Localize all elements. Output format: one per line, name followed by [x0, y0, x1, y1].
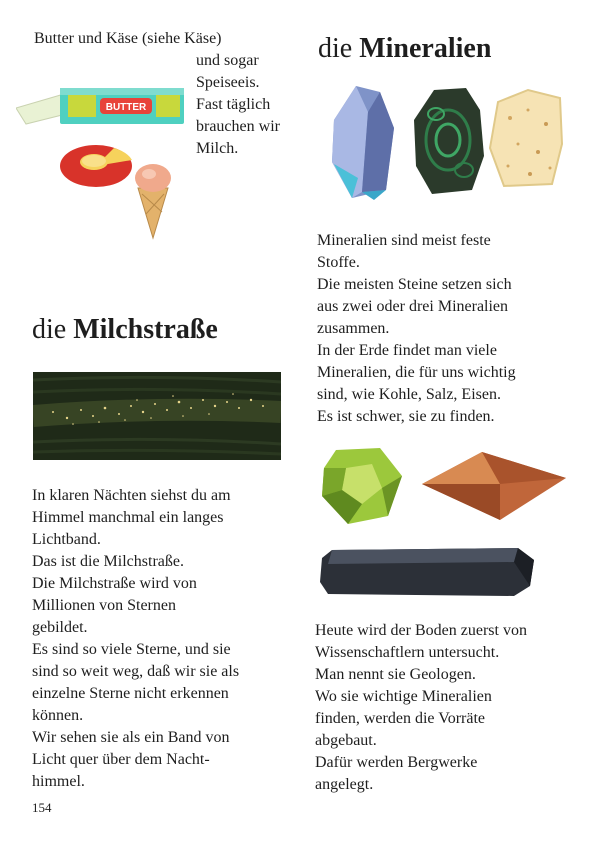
text-line: Heute wird der Boden zuerst von — [315, 622, 527, 639]
butter-text-line: Fast täglich — [196, 96, 271, 113]
text-line: finden, werden die Vorräte — [315, 710, 486, 727]
text-line: Dafür werden Bergwerke — [315, 754, 478, 771]
milchstrasse-heading-word: Milchstraße — [73, 314, 218, 345]
butter-text-line: Milch. — [196, 140, 239, 157]
green-crystal-illustration — [318, 446, 406, 526]
text-line: Mineralien, die für uns wichtig — [317, 364, 516, 381]
text-line: aus zwei oder drei Mineralien — [317, 298, 509, 315]
milchstrasse-heading — [32, 313, 218, 347]
text-line: Es sind so viele Sterne, und sie — [32, 641, 231, 658]
butter-text-line: und sogar — [196, 52, 259, 69]
text-line: Himmel manchmal ein langes — [32, 509, 224, 526]
text-line: In der Erde findet man viele — [317, 342, 497, 359]
text-line: Licht quer über dem Nacht- — [32, 751, 210, 768]
text-line: Die meisten Steine setzen sich — [317, 276, 512, 293]
page-number: 154 — [32, 800, 52, 815]
text-line: sind so weit weg, daß wir sie als — [32, 663, 240, 680]
milky-way-illustration — [33, 372, 281, 460]
mineralien-heading-article: die — [318, 33, 353, 64]
dark-prism-illustration — [318, 546, 538, 598]
text-line: Wo sie wichtige Mineralien — [315, 688, 492, 705]
ice-cream-illustration — [132, 160, 174, 240]
butter-label: BUTTER — [105, 102, 147, 113]
mineralien-heading-word: Mineralien — [359, 33, 492, 64]
text-line: Das ist die Milchstraße. — [32, 553, 184, 570]
text-line: einzelne Sterne nicht erkennen — [32, 685, 229, 702]
mineralien-paragraph-1 — [317, 230, 516, 428]
butter-package-illustration — [16, 78, 188, 136]
orange-crystal-illustration — [420, 448, 568, 522]
milchstrasse-paragraph — [32, 485, 239, 793]
malachite-illustration — [412, 86, 486, 196]
text-line: angelegt. — [315, 776, 374, 793]
text-line: Mineralien sind meist feste — [317, 232, 491, 249]
text-line: zusammen. — [317, 320, 390, 337]
text-line: sind, wie Kohle, Salz, Eisen. — [317, 386, 501, 403]
text-line: abgebaut. — [315, 732, 377, 749]
text-line: Millionen von Sternen — [32, 597, 176, 614]
mineralien-heading — [318, 32, 491, 66]
text-line: Es ist schwer, sie zu finden. — [317, 408, 495, 425]
cheese-illustration — [58, 138, 136, 190]
text-line: können. — [32, 707, 84, 724]
text-line: Man nennt sie Geologen. — [315, 666, 476, 683]
butter-text-line: brauchen wir — [196, 118, 280, 135]
quartz-crystal-illustration — [328, 82, 408, 200]
milchstrasse-heading-article: die — [32, 314, 67, 345]
text-line: In klaren Nächten siehst du am — [32, 487, 231, 504]
text-line: gebildet. — [32, 619, 88, 636]
butter-text-block — [196, 50, 280, 160]
text-line: Stoffe. — [317, 254, 360, 271]
butter-text-line: Speiseeis. — [196, 74, 260, 91]
butter-text-line1: Butter und Käse (siehe Käse) — [34, 30, 222, 47]
text-line: Wissenschaftlern untersucht. — [315, 644, 500, 661]
text-line: Lichtband. — [32, 531, 101, 548]
mineralien-paragraph-2 — [315, 620, 527, 796]
text-line: himmel. — [32, 773, 85, 790]
text-line: Die Milchstraße wird von — [32, 575, 197, 592]
pale-mineral-illustration — [488, 88, 564, 188]
text-line: Wir sehen sie als ein Band von — [32, 729, 230, 746]
